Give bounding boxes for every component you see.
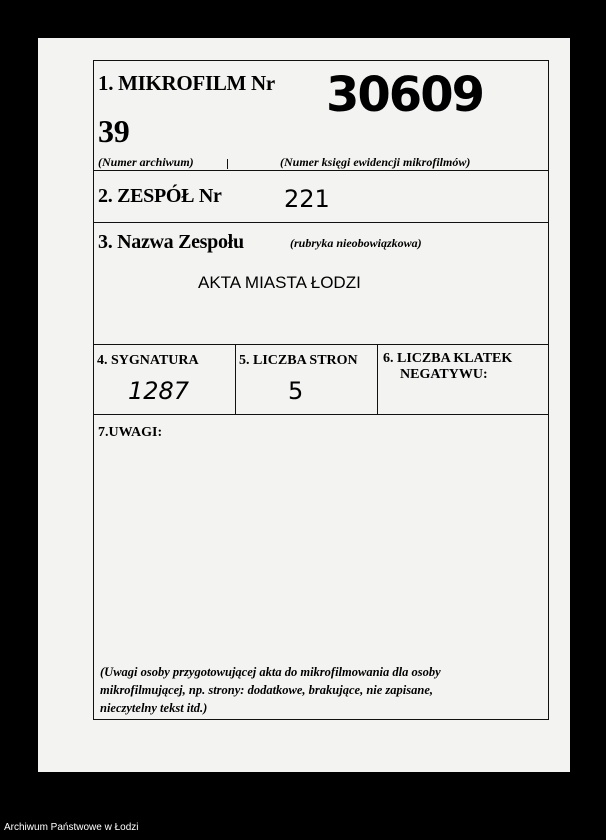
microfilm-label: 1. MIKROFILM Nr — [98, 71, 275, 95]
archive-number: 39 — [98, 113, 130, 149]
remarks-note-line2: mikrofilmującej, np. strony: dodatkowe, brakujące, nie zapisane, — [100, 683, 433, 697]
remarks-note-line3: nieczytelny tekst itd.) — [100, 701, 208, 715]
footer-archive-name: Archiwum Państwowe w Łodzi — [4, 822, 139, 833]
signature-label: 4. SYGNATURA — [97, 353, 199, 368]
section-details — [94, 345, 548, 415]
frames-label-line1: 6. LICZBA KLATEK — [383, 351, 513, 366]
pages-label: 5. LICZBA STRON — [239, 353, 358, 368]
pages-value: 5 — [288, 377, 304, 405]
frames-cell — [378, 345, 548, 414]
fonds-name-value: AKTA MIASTA ŁODZI — [198, 273, 361, 292]
section-fonds-name — [94, 223, 548, 345]
footer — [0, 812, 606, 840]
caption-divider — [227, 159, 228, 169]
pages-cell — [236, 345, 378, 414]
remarks-label: 7.UWAGI: — [98, 425, 163, 440]
frames-label-line2: NEGATYWU: — [400, 367, 488, 382]
fonds-name-label: 3. Nazwa Zespołu — [98, 231, 244, 253]
section-remarks — [94, 415, 548, 719]
signature-cell — [94, 345, 236, 414]
signature-value: 1287 — [128, 377, 190, 405]
microfilm-number: 30609 — [326, 67, 483, 123]
fonds-name-note: (rubryka nieobowiązkowa) — [290, 236, 422, 250]
form-frame — [93, 60, 549, 720]
microfilm-card — [38, 38, 570, 772]
fonds-number-label: 2. ZESPÓŁ Nr — [98, 185, 222, 207]
section-microfilm — [94, 61, 548, 171]
archive-number-caption: (Numer archiwum) — [98, 155, 194, 169]
remarks-note-line1: (Uwagi osoby przygotowującej akta do mikrofilmowania dla osoby — [100, 665, 441, 679]
register-number-caption: (Numer księgi ewidencji mikrofilmów) — [280, 155, 471, 169]
section-fonds-number — [94, 171, 548, 223]
fonds-number-value: 221 — [284, 185, 330, 213]
